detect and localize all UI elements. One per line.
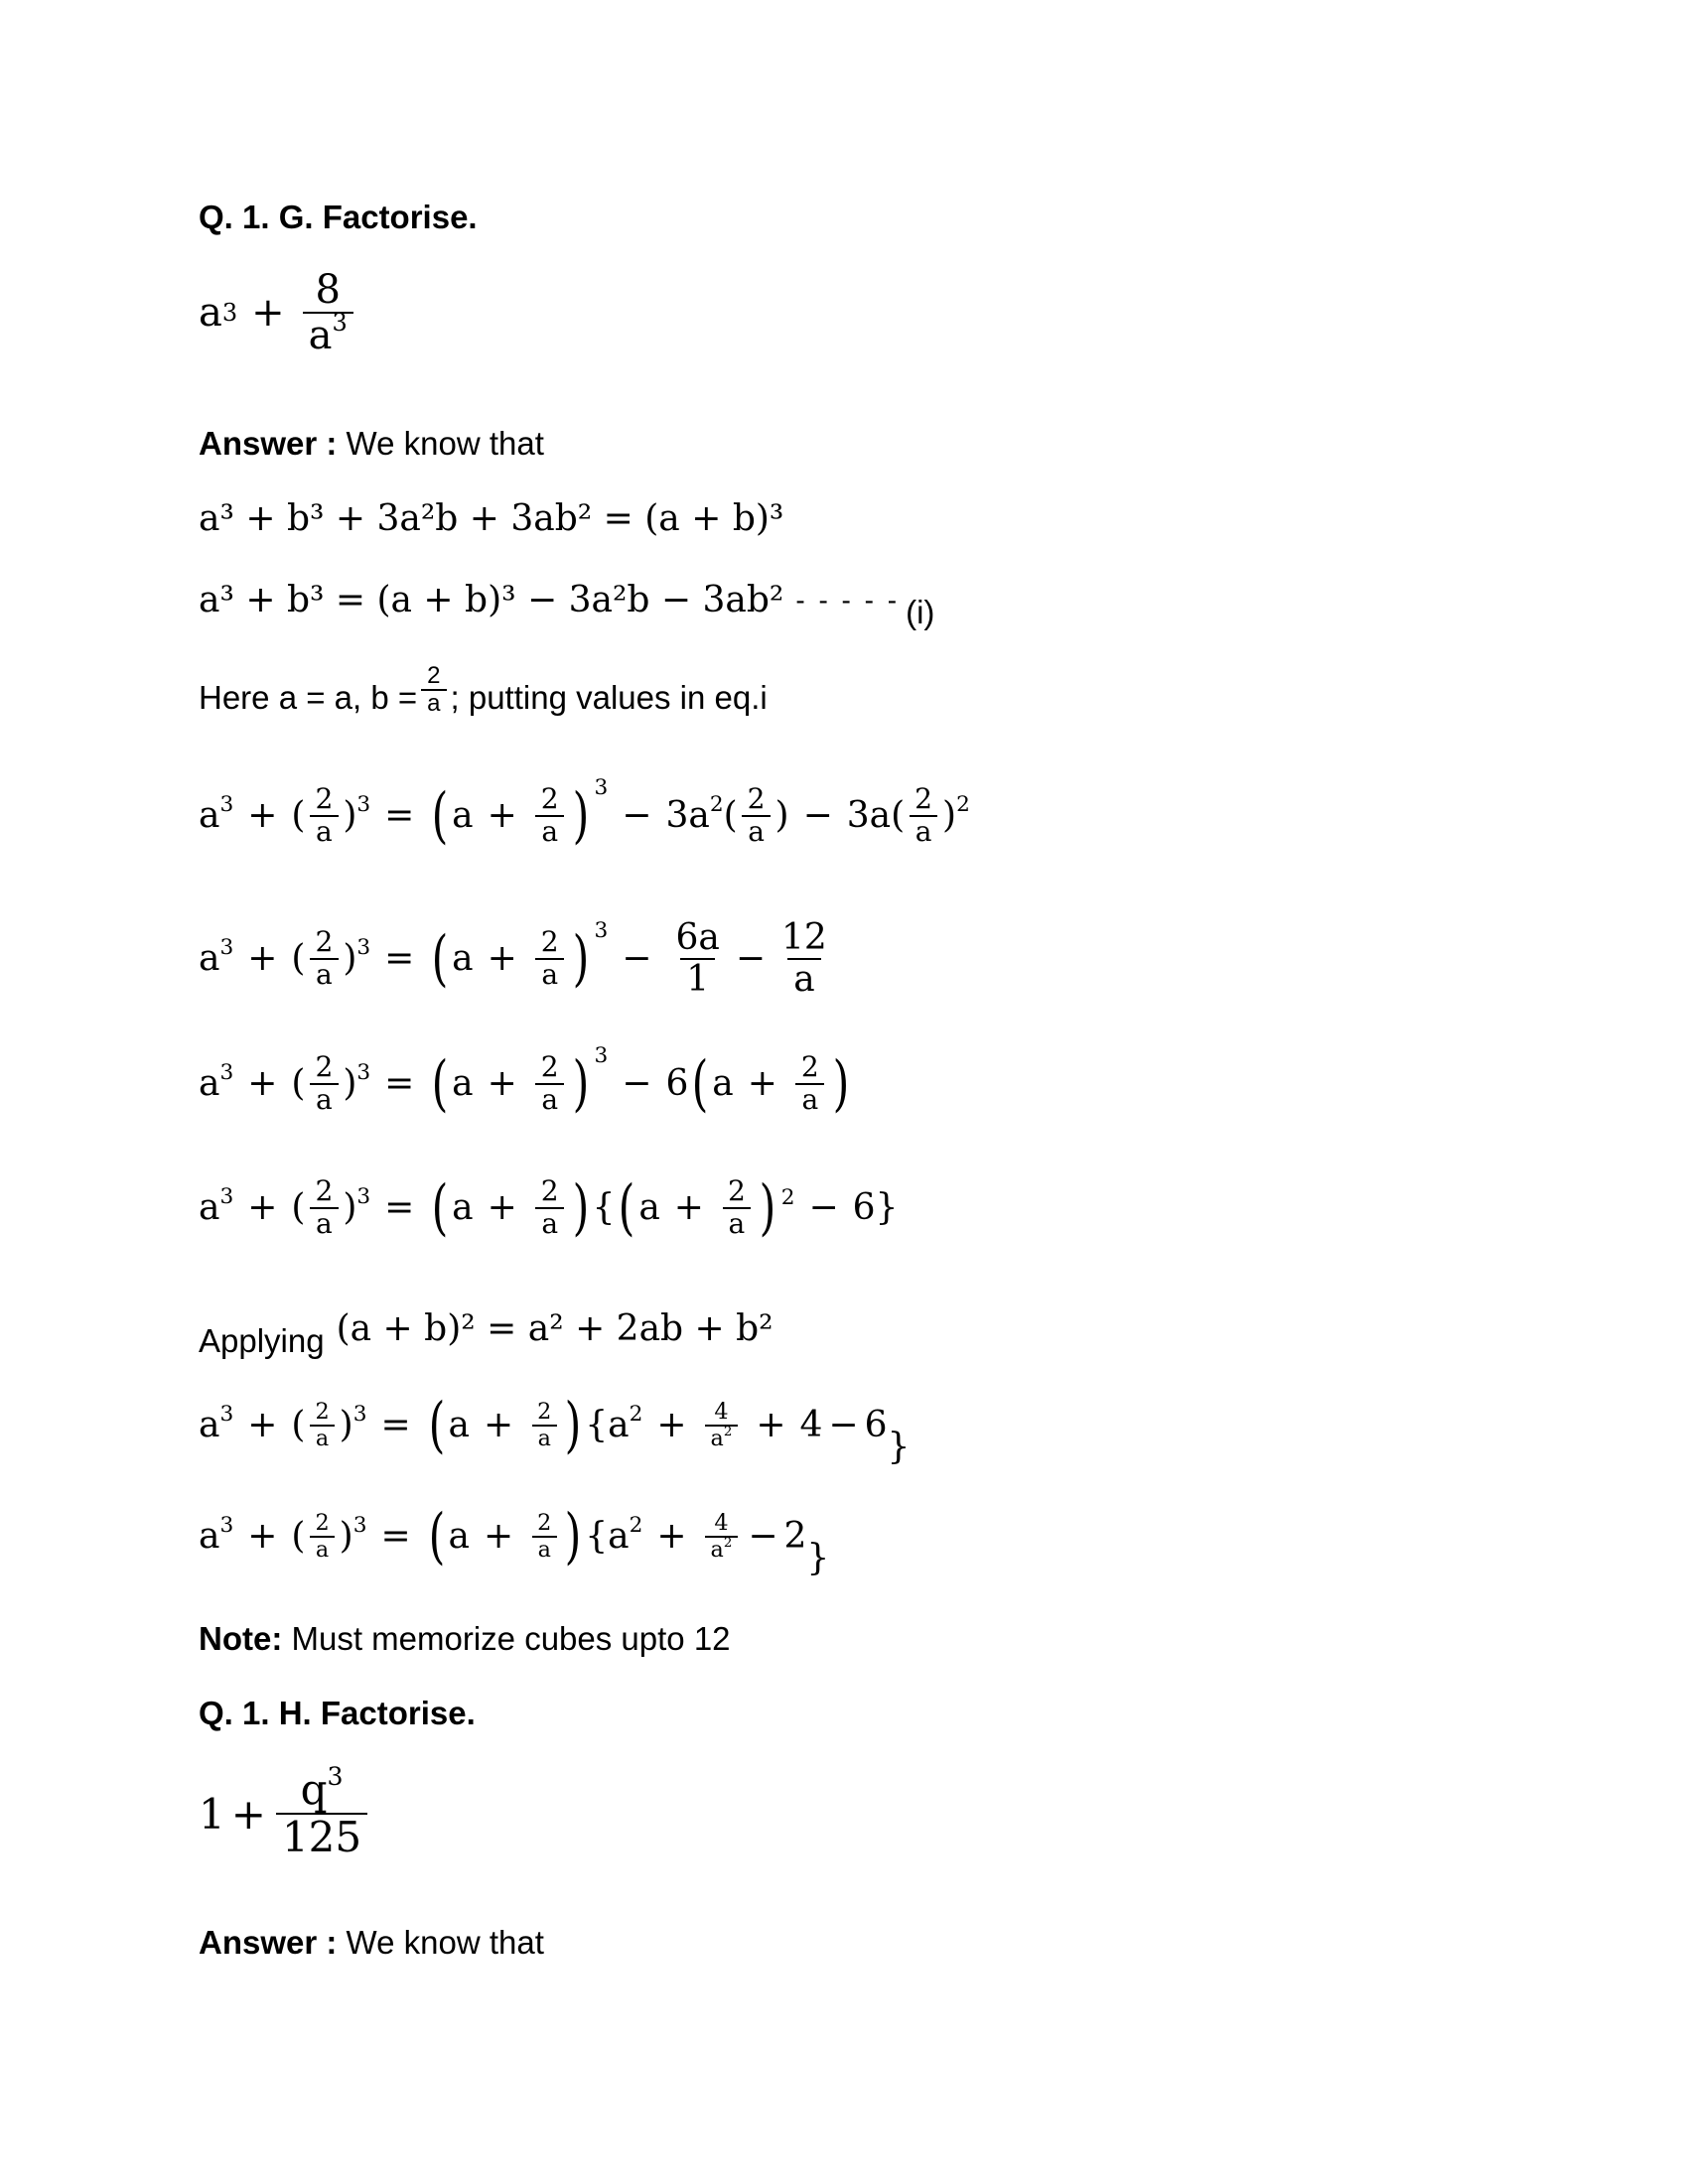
answer-line-g: Answer : We know that	[199, 425, 544, 462]
answer-line-h: Answer : We know that	[199, 1924, 544, 1961]
note-line: Note: Must memorize cubes upto 12	[199, 1620, 731, 1657]
step-4-equation: $a^3$ + ( 2 a )$^3$ = ( a + $\frac{2}{a}$ ) { ( a + $\frac{2}{a}$ ) 2 − 6}	[199, 1172, 899, 1244]
substitution-text: Here a = a, b = $\frac{2}{a}$ ; putting values in eq.i	[199, 662, 768, 718]
cube-identity-rearranged: a³ + b³ = (a + b)³ − 3a²b − 3ab² - - - - - (i)	[199, 580, 935, 630]
cube-identity: a³ + b³ + 3a²b + 3ab² = (a + b)³	[199, 498, 784, 539]
square-identity: (a + b)² = a² + 2ab + b²	[336, 1308, 774, 1349]
problem-g-expression: a 3 + $\frac{8}{a^3}$	[199, 268, 357, 357]
step-6-equation: $a^3$ + ( 2 a )$^3$ = ( a + $\frac{2}{a}$ ) {$a^2$ + $\frac{4}{a^2}$ − 2 }	[199, 1501, 830, 1579]
step-1-equation: $a^3$ + ( 2 a )$^3$ = ( a + $\frac{2}{a}$ ) 3 − $3a^2$( 2 a ) − 3a( 2 a )$^2$	[199, 775, 970, 852]
question-heading-h: Q. 1. H. Factorise.	[199, 1695, 476, 1731]
applying-line: Applying (a + b)² = a² + 2ab + b²	[199, 1308, 774, 1359]
question-heading-g: Q. 1. G. Factorise.	[199, 199, 478, 235]
step-5-equation: $a^3$ + ( 2 a )$^3$ = ( a + $\frac{2}{a}$ ) {$a^2$ + $\frac{4}{a^2}$ + 4 − 6 }	[199, 1390, 911, 1468]
problem-h-expression: 1 + $\frac{q^3}{125}$	[199, 1767, 371, 1860]
step-3-equation: $a^3$ + ( 2 a )$^3$ = ( a + $\frac{2}{a}$ ) 3 − 6 ( a + $\frac{2}{a}$ )	[199, 1043, 850, 1120]
step-2-equation: $a^3$ + ( 2 a )$^3$ = ( a + $\frac{2}{a}$ ) 3 − $\frac{6a}{1}$ − $\frac{12}{a}$	[199, 917, 827, 1000]
